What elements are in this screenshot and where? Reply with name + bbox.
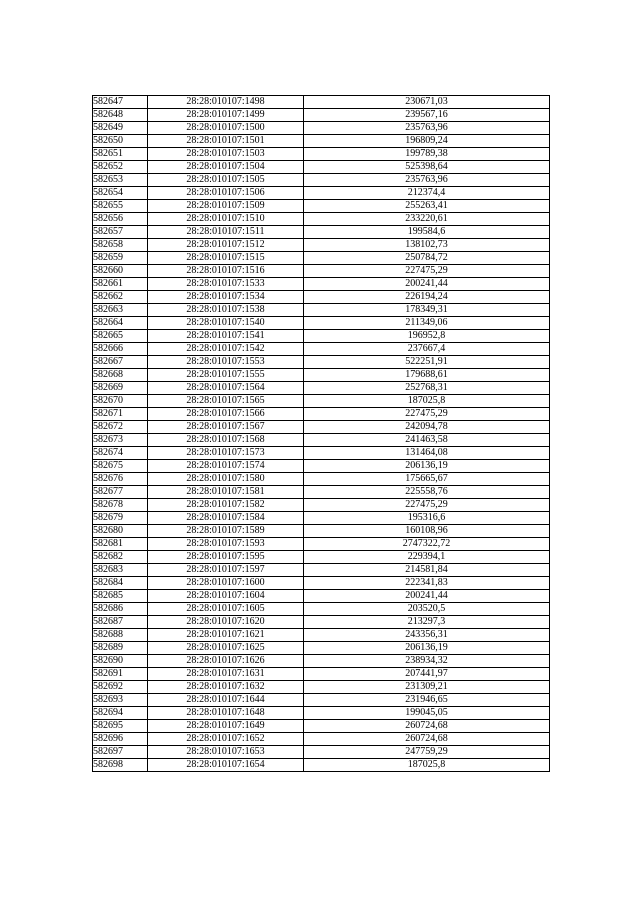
row-number-cell: 582670 <box>93 395 148 408</box>
value-cell: 226194,24 <box>304 291 550 304</box>
table-row <box>93 174 550 187</box>
row-number-cell: 582672 <box>93 421 148 434</box>
row-number-cell: 582649 <box>93 122 148 135</box>
table-row <box>93 434 550 447</box>
table-row <box>93 577 550 590</box>
table-row <box>93 343 550 356</box>
cadastral-number-cell: 28:28:010107:1632 <box>148 681 304 694</box>
value-cell: 231946,65 <box>304 694 550 707</box>
value-cell: 160108,96 <box>304 525 550 538</box>
table-body <box>93 96 550 772</box>
value-cell: 225558,76 <box>304 486 550 499</box>
row-number-cell: 582662 <box>93 291 148 304</box>
table-row <box>93 603 550 616</box>
table-row <box>93 96 550 109</box>
row-number-cell: 582683 <box>93 564 148 577</box>
table-row <box>93 759 550 772</box>
table-row <box>93 161 550 174</box>
cadastral-number-cell: 28:28:010107:1498 <box>148 96 304 109</box>
cadastral-number-cell: 28:28:010107:1505 <box>148 174 304 187</box>
value-cell: 250784,72 <box>304 252 550 265</box>
row-number-cell: 582674 <box>93 447 148 460</box>
value-cell: 196952,8 <box>304 330 550 343</box>
value-cell: 196809,24 <box>304 135 550 148</box>
cadastral-number-cell: 28:28:010107:1566 <box>148 408 304 421</box>
row-number-cell: 582667 <box>93 356 148 369</box>
row-number-cell: 582675 <box>93 460 148 473</box>
table-row <box>93 395 550 408</box>
value-cell: 213297,3 <box>304 616 550 629</box>
value-cell: 199789,38 <box>304 148 550 161</box>
row-number-cell: 582656 <box>93 213 148 226</box>
table-row <box>93 746 550 759</box>
cadastral-number-cell: 28:28:010107:1504 <box>148 161 304 174</box>
table-row <box>93 226 550 239</box>
row-number-cell: 582698 <box>93 759 148 772</box>
cadastral-number-cell: 28:28:010107:1584 <box>148 512 304 525</box>
value-cell: 199584,6 <box>304 226 550 239</box>
table-row <box>93 304 550 317</box>
table-row <box>93 551 550 564</box>
row-number-cell: 582690 <box>93 655 148 668</box>
value-cell: 214581,84 <box>304 564 550 577</box>
row-number-cell: 582650 <box>93 135 148 148</box>
value-cell: 2747322,72 <box>304 538 550 551</box>
row-number-cell: 582657 <box>93 226 148 239</box>
table-row <box>93 629 550 642</box>
row-number-cell: 582663 <box>93 304 148 317</box>
row-number-cell: 582678 <box>93 499 148 512</box>
value-cell: 212374,4 <box>304 187 550 200</box>
value-cell: 200241,44 <box>304 590 550 603</box>
cadastral-number-cell: 28:28:010107:1625 <box>148 642 304 655</box>
value-cell: 131464,08 <box>304 447 550 460</box>
cadastral-number-cell: 28:28:010107:1500 <box>148 122 304 135</box>
cadastral-number-cell: 28:28:010107:1595 <box>148 551 304 564</box>
table-row <box>93 538 550 551</box>
row-number-cell: 582671 <box>93 408 148 421</box>
value-cell: 522251,91 <box>304 356 550 369</box>
cadastral-number-cell: 28:28:010107:1600 <box>148 577 304 590</box>
table-row <box>93 655 550 668</box>
table-row <box>93 122 550 135</box>
row-number-cell: 582668 <box>93 369 148 382</box>
value-cell: 247759,29 <box>304 746 550 759</box>
cadastral-number-cell: 28:28:010107:1534 <box>148 291 304 304</box>
row-number-cell: 582685 <box>93 590 148 603</box>
table-row <box>93 681 550 694</box>
cadastral-number-cell: 28:28:010107:1652 <box>148 733 304 746</box>
value-cell: 255263,41 <box>304 200 550 213</box>
row-number-cell: 582654 <box>93 187 148 200</box>
cadastral-number-cell: 28:28:010107:1581 <box>148 486 304 499</box>
cadastral-number-cell: 28:28:010107:1589 <box>148 525 304 538</box>
value-cell: 252768,31 <box>304 382 550 395</box>
row-number-cell: 582652 <box>93 161 148 174</box>
cadastral-number-cell: 28:28:010107:1573 <box>148 447 304 460</box>
row-number-cell: 582651 <box>93 148 148 161</box>
row-number-cell: 582676 <box>93 473 148 486</box>
table-row <box>93 291 550 304</box>
cadastral-number-cell: 28:28:010107:1620 <box>148 616 304 629</box>
table-row <box>93 564 550 577</box>
cadastral-number-cell: 28:28:010107:1564 <box>148 382 304 395</box>
cadastral-number-cell: 28:28:010107:1503 <box>148 148 304 161</box>
row-number-cell: 582655 <box>93 200 148 213</box>
table-row <box>93 213 550 226</box>
cadastral-number-cell: 28:28:010107:1597 <box>148 564 304 577</box>
cadastral-number-cell: 28:28:010107:1568 <box>148 434 304 447</box>
table-row <box>93 278 550 291</box>
row-number-cell: 582692 <box>93 681 148 694</box>
cadastral-number-cell: 28:28:010107:1516 <box>148 265 304 278</box>
row-number-cell: 582648 <box>93 109 148 122</box>
table-row <box>93 525 550 538</box>
cadastral-number-cell: 28:28:010107:1580 <box>148 473 304 486</box>
cadastral-number-cell: 28:28:010107:1653 <box>148 746 304 759</box>
value-cell: 260724,68 <box>304 720 550 733</box>
cadastral-number-cell: 28:28:010107:1555 <box>148 369 304 382</box>
value-cell: 237667,4 <box>304 343 550 356</box>
value-cell: 199045,05 <box>304 707 550 720</box>
value-cell: 235763,96 <box>304 122 550 135</box>
cadastral-number-cell: 28:28:010107:1649 <box>148 720 304 733</box>
table-row <box>93 486 550 499</box>
value-cell: 243356,31 <box>304 629 550 642</box>
value-cell: 175665,67 <box>304 473 550 486</box>
table-row <box>93 421 550 434</box>
row-number-cell: 582664 <box>93 317 148 330</box>
value-cell: 229394,1 <box>304 551 550 564</box>
table-row <box>93 109 550 122</box>
cadastral-number-cell: 28:28:010107:1541 <box>148 330 304 343</box>
value-cell: 207441,97 <box>304 668 550 681</box>
cadastral-number-cell: 28:28:010107:1593 <box>148 538 304 551</box>
table-row <box>93 369 550 382</box>
row-number-cell: 582653 <box>93 174 148 187</box>
table-row <box>93 382 550 395</box>
table-row <box>93 590 550 603</box>
row-number-cell: 582647 <box>93 96 148 109</box>
row-number-cell: 582696 <box>93 733 148 746</box>
table-row <box>93 668 550 681</box>
cadastral-number-cell: 28:28:010107:1538 <box>148 304 304 317</box>
cadastral-number-cell: 28:28:010107:1604 <box>148 590 304 603</box>
row-number-cell: 582694 <box>93 707 148 720</box>
value-cell: 138102,73 <box>304 239 550 252</box>
value-cell: 178349,31 <box>304 304 550 317</box>
cadastral-number-cell: 28:28:010107:1512 <box>148 239 304 252</box>
cadastral-number-cell: 28:28:010107:1515 <box>148 252 304 265</box>
row-number-cell: 582688 <box>93 629 148 642</box>
row-number-cell: 582673 <box>93 434 148 447</box>
table-row <box>93 499 550 512</box>
table-row <box>93 512 550 525</box>
row-number-cell: 582669 <box>93 382 148 395</box>
value-cell: 211349,06 <box>304 317 550 330</box>
cadastral-number-cell: 28:28:010107:1499 <box>148 109 304 122</box>
cadastral-number-cell: 28:28:010107:1605 <box>148 603 304 616</box>
table-row <box>93 473 550 486</box>
table-row <box>93 642 550 655</box>
row-number-cell: 582679 <box>93 512 148 525</box>
value-cell: 242094,78 <box>304 421 550 434</box>
value-cell: 206136,19 <box>304 642 550 655</box>
row-number-cell: 582686 <box>93 603 148 616</box>
cadastral-number-cell: 28:28:010107:1506 <box>148 187 304 200</box>
cadastral-number-cell: 28:28:010107:1648 <box>148 707 304 720</box>
value-cell: 227475,29 <box>304 265 550 278</box>
value-cell: 200241,44 <box>304 278 550 291</box>
cadastral-number-cell: 28:28:010107:1621 <box>148 629 304 642</box>
table-row <box>93 447 550 460</box>
value-cell: 241463,58 <box>304 434 550 447</box>
table-row <box>93 616 550 629</box>
table-row <box>93 265 550 278</box>
table-row <box>93 694 550 707</box>
cadastral-number-cell: 28:28:010107:1509 <box>148 200 304 213</box>
table-row <box>93 707 550 720</box>
value-cell: 238934,32 <box>304 655 550 668</box>
value-cell: 222341,83 <box>304 577 550 590</box>
value-cell: 187025,8 <box>304 759 550 772</box>
row-number-cell: 582697 <box>93 746 148 759</box>
cadastral-number-cell: 28:28:010107:1501 <box>148 135 304 148</box>
table-row <box>93 239 550 252</box>
value-cell: 179688,61 <box>304 369 550 382</box>
cadastral-number-cell: 28:28:010107:1510 <box>148 213 304 226</box>
value-cell: 206136,19 <box>304 460 550 473</box>
cadastral-number-cell: 28:28:010107:1540 <box>148 317 304 330</box>
value-cell: 235763,96 <box>304 174 550 187</box>
row-number-cell: 582691 <box>93 668 148 681</box>
table-row <box>93 408 550 421</box>
row-number-cell: 582661 <box>93 278 148 291</box>
table-row <box>93 135 550 148</box>
row-number-cell: 582687 <box>93 616 148 629</box>
row-number-cell: 582659 <box>93 252 148 265</box>
value-cell: 525398,64 <box>304 161 550 174</box>
value-cell: 230671,03 <box>304 96 550 109</box>
cadastral-number-cell: 28:28:010107:1582 <box>148 499 304 512</box>
value-cell: 233220,61 <box>304 213 550 226</box>
table-row <box>93 720 550 733</box>
value-cell: 187025,8 <box>304 395 550 408</box>
cadastral-number-cell: 28:28:010107:1567 <box>148 421 304 434</box>
table-row <box>93 187 550 200</box>
value-cell: 239567,16 <box>304 109 550 122</box>
cadastral-number-cell: 28:28:010107:1511 <box>148 226 304 239</box>
row-number-cell: 582660 <box>93 265 148 278</box>
value-cell: 227475,29 <box>304 499 550 512</box>
cadastral-number-cell: 28:28:010107:1631 <box>148 668 304 681</box>
table-row <box>93 356 550 369</box>
cadastral-number-cell: 28:28:010107:1533 <box>148 278 304 291</box>
row-number-cell: 582680 <box>93 525 148 538</box>
cadastral-number-cell: 28:28:010107:1654 <box>148 759 304 772</box>
value-cell: 231309,21 <box>304 681 550 694</box>
value-cell: 203520,5 <box>304 603 550 616</box>
value-cell: 227475,29 <box>304 408 550 421</box>
row-number-cell: 582677 <box>93 486 148 499</box>
table-row <box>93 200 550 213</box>
row-number-cell: 582693 <box>93 694 148 707</box>
row-number-cell: 582695 <box>93 720 148 733</box>
row-number-cell: 582666 <box>93 343 148 356</box>
cadastral-number-cell: 28:28:010107:1574 <box>148 460 304 473</box>
row-number-cell: 582684 <box>93 577 148 590</box>
value-cell: 195316,6 <box>304 512 550 525</box>
table-row <box>93 330 550 343</box>
table-row <box>93 733 550 746</box>
table-row <box>93 317 550 330</box>
cadastral-number-cell: 28:28:010107:1644 <box>148 694 304 707</box>
cadastral-value-table <box>92 95 550 772</box>
table-row <box>93 148 550 161</box>
table-row <box>93 252 550 265</box>
cadastral-number-cell: 28:28:010107:1626 <box>148 655 304 668</box>
cadastral-number-cell: 28:28:010107:1565 <box>148 395 304 408</box>
table-row <box>93 460 550 473</box>
cadastral-number-cell: 28:28:010107:1542 <box>148 343 304 356</box>
cadastral-number-cell: 28:28:010107:1553 <box>148 356 304 369</box>
row-number-cell: 582665 <box>93 330 148 343</box>
row-number-cell: 582681 <box>93 538 148 551</box>
row-number-cell: 582682 <box>93 551 148 564</box>
value-cell: 260724,68 <box>304 733 550 746</box>
row-number-cell: 582689 <box>93 642 148 655</box>
row-number-cell: 582658 <box>93 239 148 252</box>
